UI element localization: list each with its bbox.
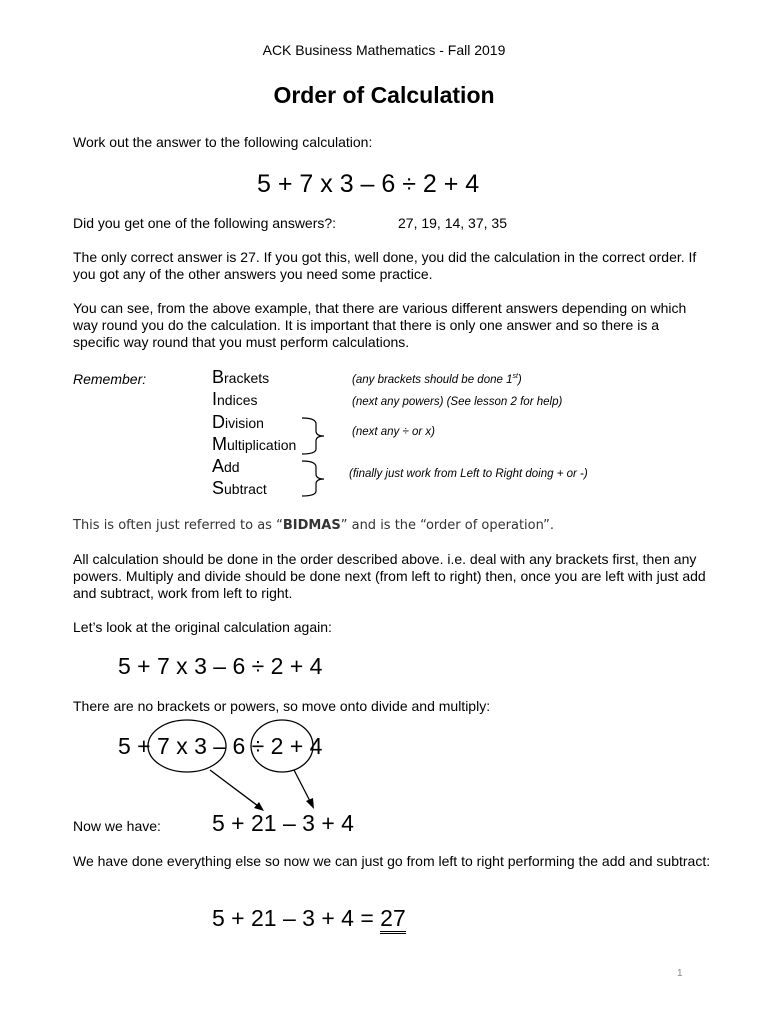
left-to-right-text: We have done everything else so now we can just go from left to right performing the add and subtract: — [73, 853, 711, 869]
note-div-mult: (next any ÷ or x) — [352, 426, 436, 438]
bidmas-sentence — [73, 518, 554, 533]
bidmas-rest: rackets — [224, 370, 270, 386]
now-we-have-equation: 5 + 21 – 3 + 4 — [212, 810, 354, 836]
circled-eq-part2: – — [206, 733, 233, 759]
no-brackets-text: There are no brackets or powers, so move onto divide and multiply: — [73, 698, 491, 714]
final-answer: 27 — [380, 905, 406, 934]
page-title: Order of Calculation — [273, 82, 495, 108]
arrow-multiply — [210, 770, 262, 809]
circled-eq-part3: + 4 — [283, 733, 323, 759]
correct-answer-paragraph: The only correct answer is 27. If you got this, well done, you did the calculation in the correct order. If you got any of the other answers you need some practice. — [73, 249, 697, 282]
example-paragraph: You can see, from the above example, that there are various different answers depending on which way round you do the calculation. It is important that there is only one answer and so there is a specific way round that you must perform calculations. — [73, 300, 687, 350]
now-we-have-label: Now we have: — [73, 818, 161, 834]
equation-again: 5 + 7 x 3 – 6 ÷ 2 + 4 — [118, 653, 323, 679]
final-equation — [212, 905, 406, 932]
bidmas-rest: ivision — [225, 415, 264, 431]
page-header: ACK Business Mathematics - Fall 2019 — [262, 42, 506, 58]
final-equation-text: 5 + 21 – 3 + 4 = — [212, 905, 381, 931]
circled-eq-multiply-group: 7 x 3 — [157, 733, 207, 759]
note-brackets-sup: st — [512, 373, 518, 380]
note-indices: (next any powers) (See lesson 2 for help) — [352, 396, 563, 408]
remember-label: Remember: — [73, 371, 147, 387]
brace-add-sub — [302, 461, 324, 496]
arrow-divide-head — [306, 798, 314, 809]
bidmas-rest: ndices — [217, 392, 258, 408]
bidmas-initial: M — [212, 434, 227, 454]
page-number: 1 — [677, 968, 683, 979]
bidmas-initial: A — [212, 456, 225, 476]
bidmas-rest: ultiplication — [227, 437, 297, 453]
bidmas-sentence-start: This is often just referred to as “ — [73, 518, 283, 533]
lets-look-text: Let’s look at the original calculation again: — [73, 619, 332, 635]
circled-equation — [118, 733, 322, 760]
bidmas-initial: B — [212, 367, 225, 387]
bidmas-initial: D — [212, 412, 225, 432]
bidmas-sentence-end: ” and is the “order of operation”. — [340, 518, 554, 533]
order-paragraph: All calculation should be done in the order described above. i.e. deal with any brackets first, then any powers. Multiply and divide should be done next (from left to right) then, once you are left with just add and subtract, work from left to right. — [73, 551, 706, 601]
bidmas-initial: S — [212, 478, 225, 498]
circled-eq-part1: 5 + — [118, 733, 158, 759]
bidmas-rest: dd — [224, 459, 240, 475]
answers-list: 27, 19, 14, 37, 35 — [398, 215, 507, 231]
intro-text: Work out the answer to the following calculation: — [73, 134, 373, 150]
note-add-sub: (finally just work from Left to Right doing + or -) — [349, 468, 588, 480]
answers-question: Did you get one of the following answers?: — [73, 215, 337, 231]
note-brackets-text: (any brackets should be done 1 — [352, 373, 513, 386]
brace-div-mult — [302, 418, 324, 454]
bidmas-initial: I — [212, 389, 218, 409]
circled-eq-divide-group: 6 ÷ 2 — [232, 733, 284, 759]
main-equation: 5 + 7 x 3 – 6 ÷ 2 + 4 — [257, 170, 480, 198]
bidmas-word: BIDMAS — [282, 518, 341, 533]
note-brackets-end: ) — [517, 373, 522, 386]
bidmas-rest: ubtract — [224, 481, 267, 497]
